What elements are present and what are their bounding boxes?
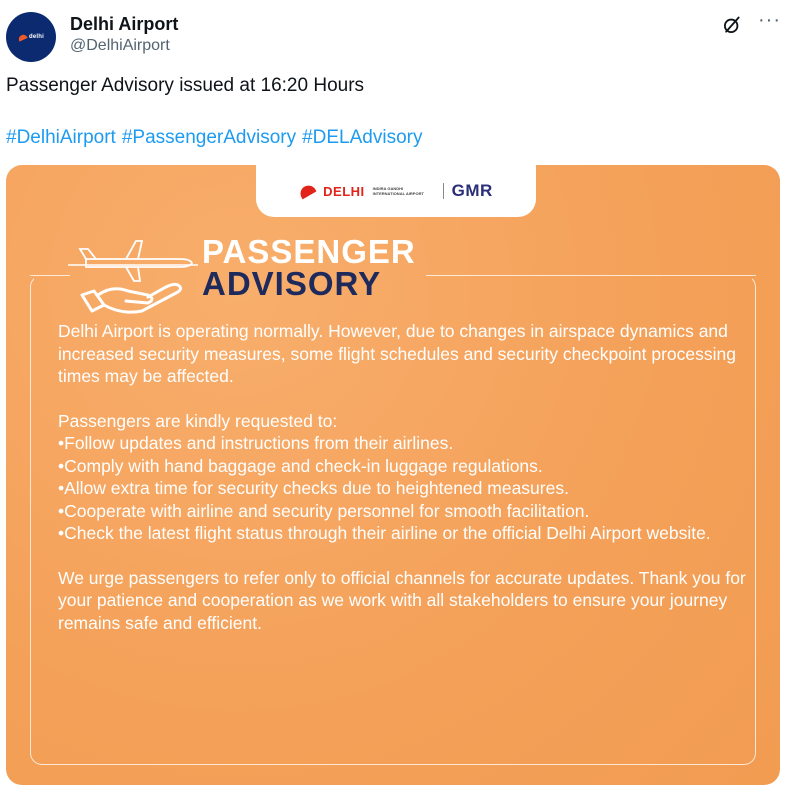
user-handle[interactable]: @DelhiAirport bbox=[70, 37, 170, 54]
delhi-logo-subtext: INDIRA GANDHI INTERNATIONAL AIRPORT bbox=[372, 186, 424, 196]
more-options-icon[interactable]: ··· bbox=[758, 9, 781, 31]
advisory-image[interactable] bbox=[6, 165, 780, 785]
hashtag-list bbox=[6, 127, 428, 149]
avatar[interactable] bbox=[6, 12, 56, 62]
delhi-logo-text: DELHI bbox=[323, 183, 365, 199]
grok-icon[interactable] bbox=[722, 15, 742, 35]
advisory-bullet: •Follow updates and instructions from their airlines. bbox=[58, 433, 454, 453]
delhi-swoosh-icon bbox=[298, 183, 317, 200]
advisory-bullet: •Check the latest flight status through their airline or the official Delhi Airport website. bbox=[58, 523, 711, 543]
hashtag-link[interactable]: #PassengerAdvisory bbox=[121, 127, 297, 148]
advisory-frame-top-right bbox=[426, 275, 756, 276]
advisory-title-line2: ADVISORY bbox=[202, 265, 382, 302]
logo-divider bbox=[443, 183, 444, 199]
helping-hand-icon bbox=[78, 265, 188, 327]
advisory-bullet: •Cooperate with airline and security personnel for smooth facilitation. bbox=[58, 500, 590, 521]
advisory-closing: We urge passengers to refer only to official channels for accurate updates. Thank you for your patience and cooperation as we work with all stakeholders to ensure your journey remains safe and efficient. bbox=[58, 567, 746, 633]
advisory-body bbox=[58, 320, 758, 656]
advisory-title-line1: PASSENGER bbox=[202, 233, 416, 270]
airport-logo-banner bbox=[256, 165, 536, 217]
delhi-airport-logo-icon: delhi bbox=[18, 34, 44, 40]
tweet-text: Passenger Advisory issued at 16:20 Hours bbox=[6, 75, 365, 96]
advisory-intro: Delhi Airport is operating normally. However, due to changes in airspace dynamics and increased security measures, some flight schedules and security checkpoint processing times may be affected. bbox=[58, 321, 736, 386]
advisory-bullet: •Allow extra time for security checks due to heightened measures. bbox=[58, 478, 569, 498]
gmr-logo-text: GMR bbox=[451, 181, 493, 200]
hashtag-link[interactable]: #DELAdvisory bbox=[302, 127, 423, 148]
advisory-request-heading: Passengers are kindly requested to: bbox=[58, 410, 338, 431]
display-name[interactable]: Delhi Airport bbox=[70, 14, 179, 34]
advisory-bullet: •Comply with hand baggage and check-in luggage regulations. bbox=[58, 455, 543, 476]
hashtag-link[interactable]: #DelhiAirport bbox=[6, 127, 116, 148]
advisory-bullet-list bbox=[58, 432, 758, 545]
advisory-frame-top-left bbox=[30, 275, 70, 276]
